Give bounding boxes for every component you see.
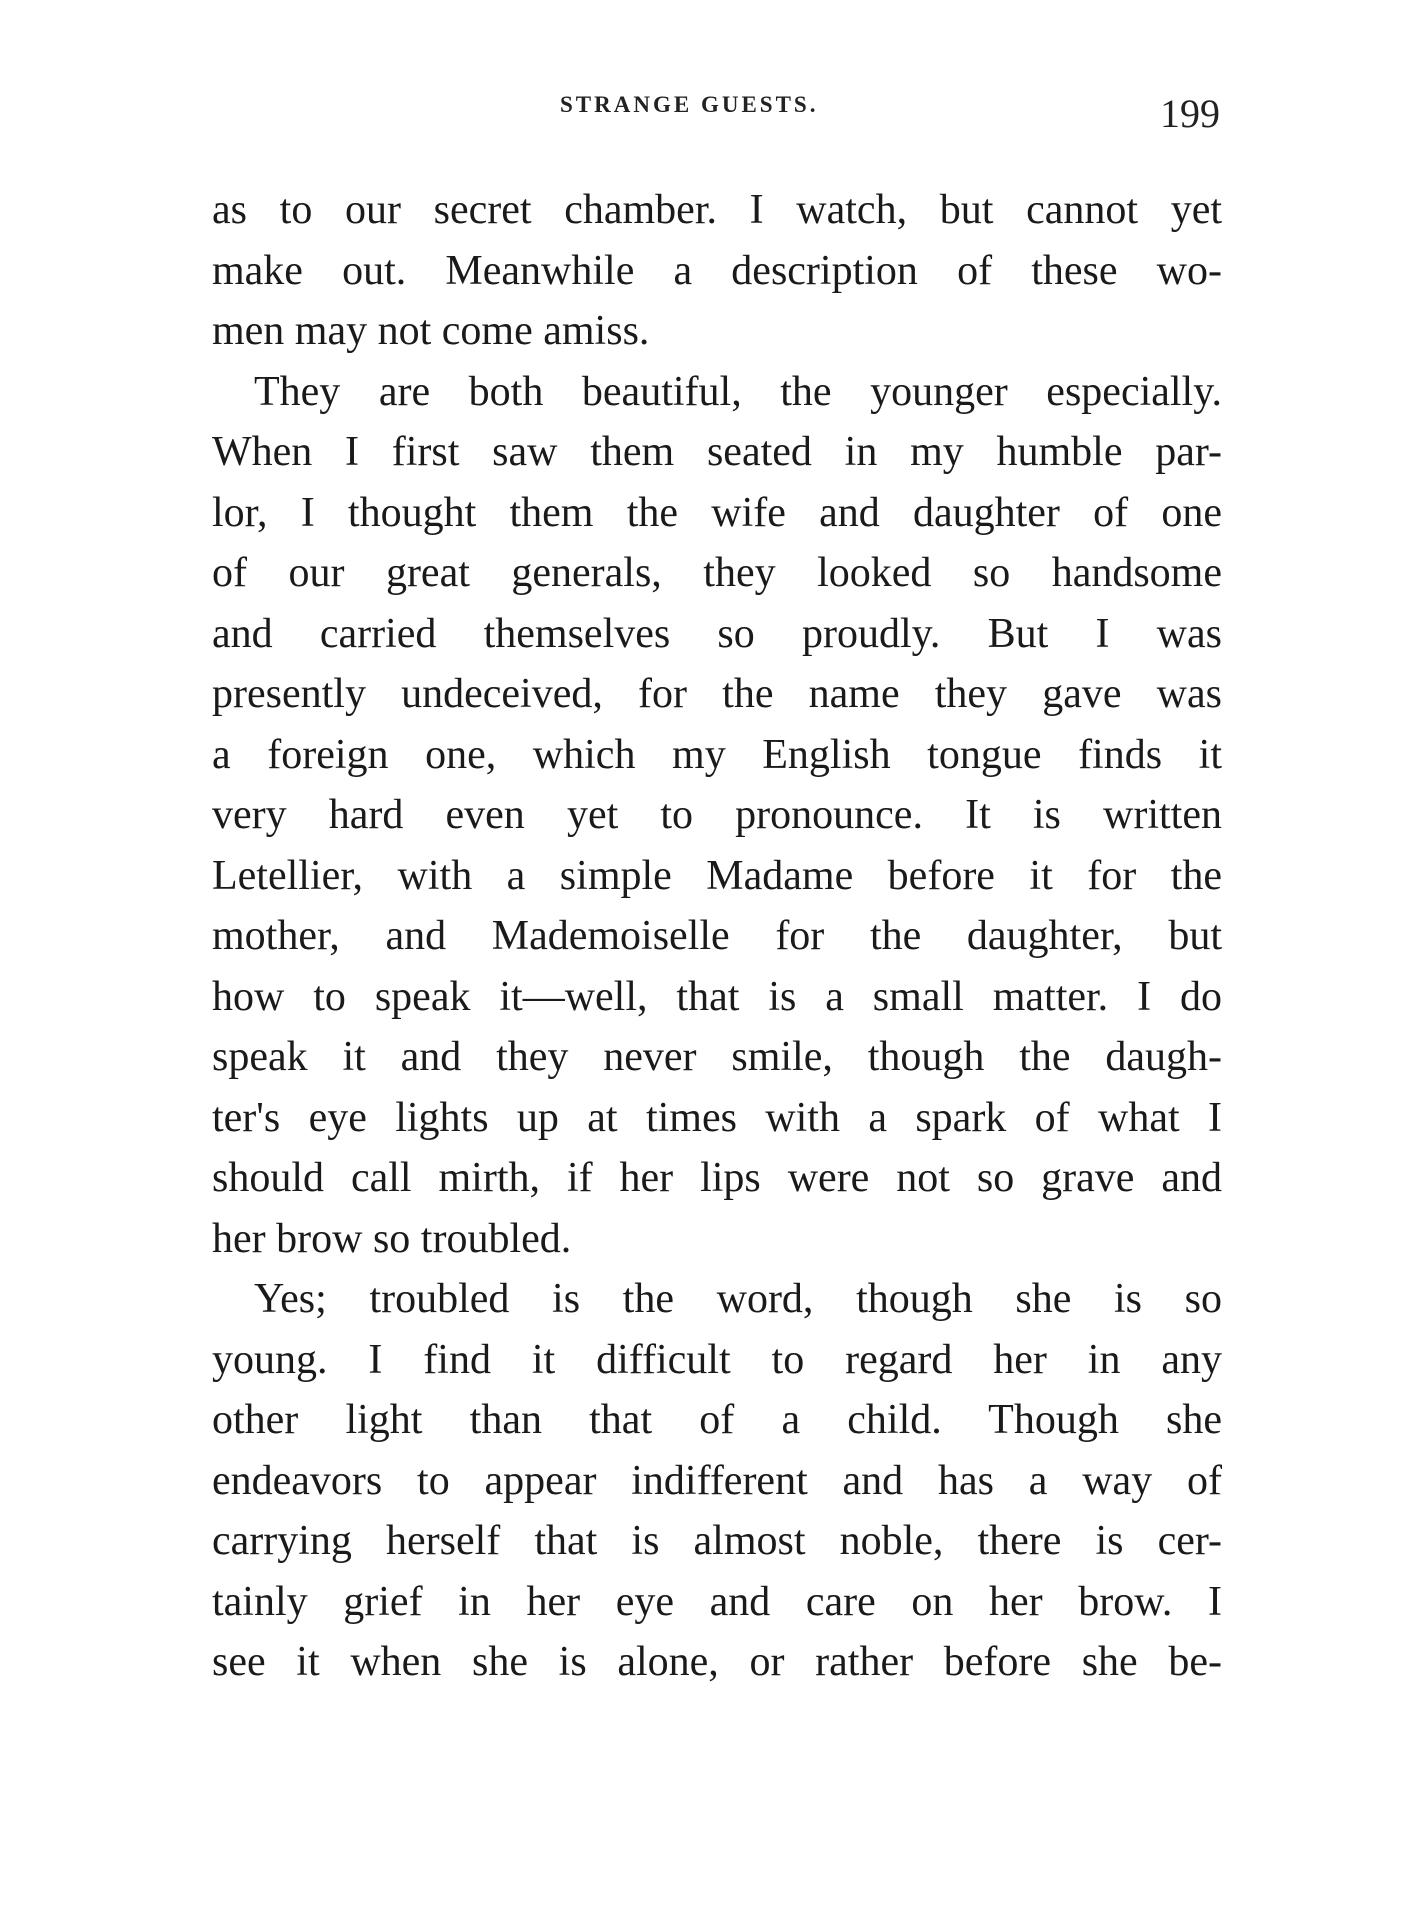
text-line: and carried themselves so proudly. But I was — [212, 610, 1222, 657]
text-line: other light than that of a child. Though she — [212, 1397, 1222, 1443]
text-line: They are both beautiful, the younger especially. — [254, 368, 1222, 415]
text-line: young. I find it difficult to regard her in any — [212, 1336, 1222, 1383]
text-line: lor, I thought them the wife and daughter of one — [212, 489, 1222, 536]
text-line: tainly grief in her eye and care on her brow. I — [212, 1578, 1222, 1625]
page-number: 199 — [1160, 91, 1220, 136]
text-line: see it when she is alone, or rather before she be- — [212, 1639, 1222, 1685]
text-line: Letellier, with a simple Madame before it for the — [212, 852, 1222, 899]
text-line: men may not come amiss. — [212, 308, 650, 354]
text-line: When I first saw them seated in my humble par- — [212, 429, 1222, 475]
text-line: speak it and they never smile, though the daugh- — [212, 1034, 1222, 1080]
text-line: carrying herself that is almost noble, there is cer- — [212, 1518, 1222, 1564]
running-title: STRANGE GUESTS. — [560, 92, 819, 117]
text-line: endeavors to appear indifferent and has a way of — [212, 1457, 1222, 1504]
text-line: make out. Meanwhile a description of these wo- — [212, 247, 1222, 294]
text-line: ter's eye lights up at times with a spark of what I — [212, 1094, 1222, 1141]
body-text — [212, 180, 1222, 1693]
text-line: a foreign one, which my English tongue finds it — [212, 731, 1222, 778]
text-line: as to our secret chamber. I watch, but cannot yet — [212, 187, 1222, 233]
text-line: her brow so troubled. — [212, 1215, 572, 1262]
text-line: presently undeceived, for the name they gave was — [212, 671, 1222, 717]
text-line: of our great generals, they looked so handsome — [212, 550, 1222, 596]
text-line: how to speak it—well, that is a small matter. I do — [212, 973, 1222, 1020]
text-line: Yes; troubled is the word, though she is so — [254, 1276, 1222, 1322]
text-line: should call mirth, if her lips were not so grave and — [212, 1155, 1222, 1201]
text-line: very hard even yet to pronounce. It is written — [212, 792, 1222, 838]
text-line: mother, and Mademoiselle for the daughter, but — [212, 913, 1222, 959]
